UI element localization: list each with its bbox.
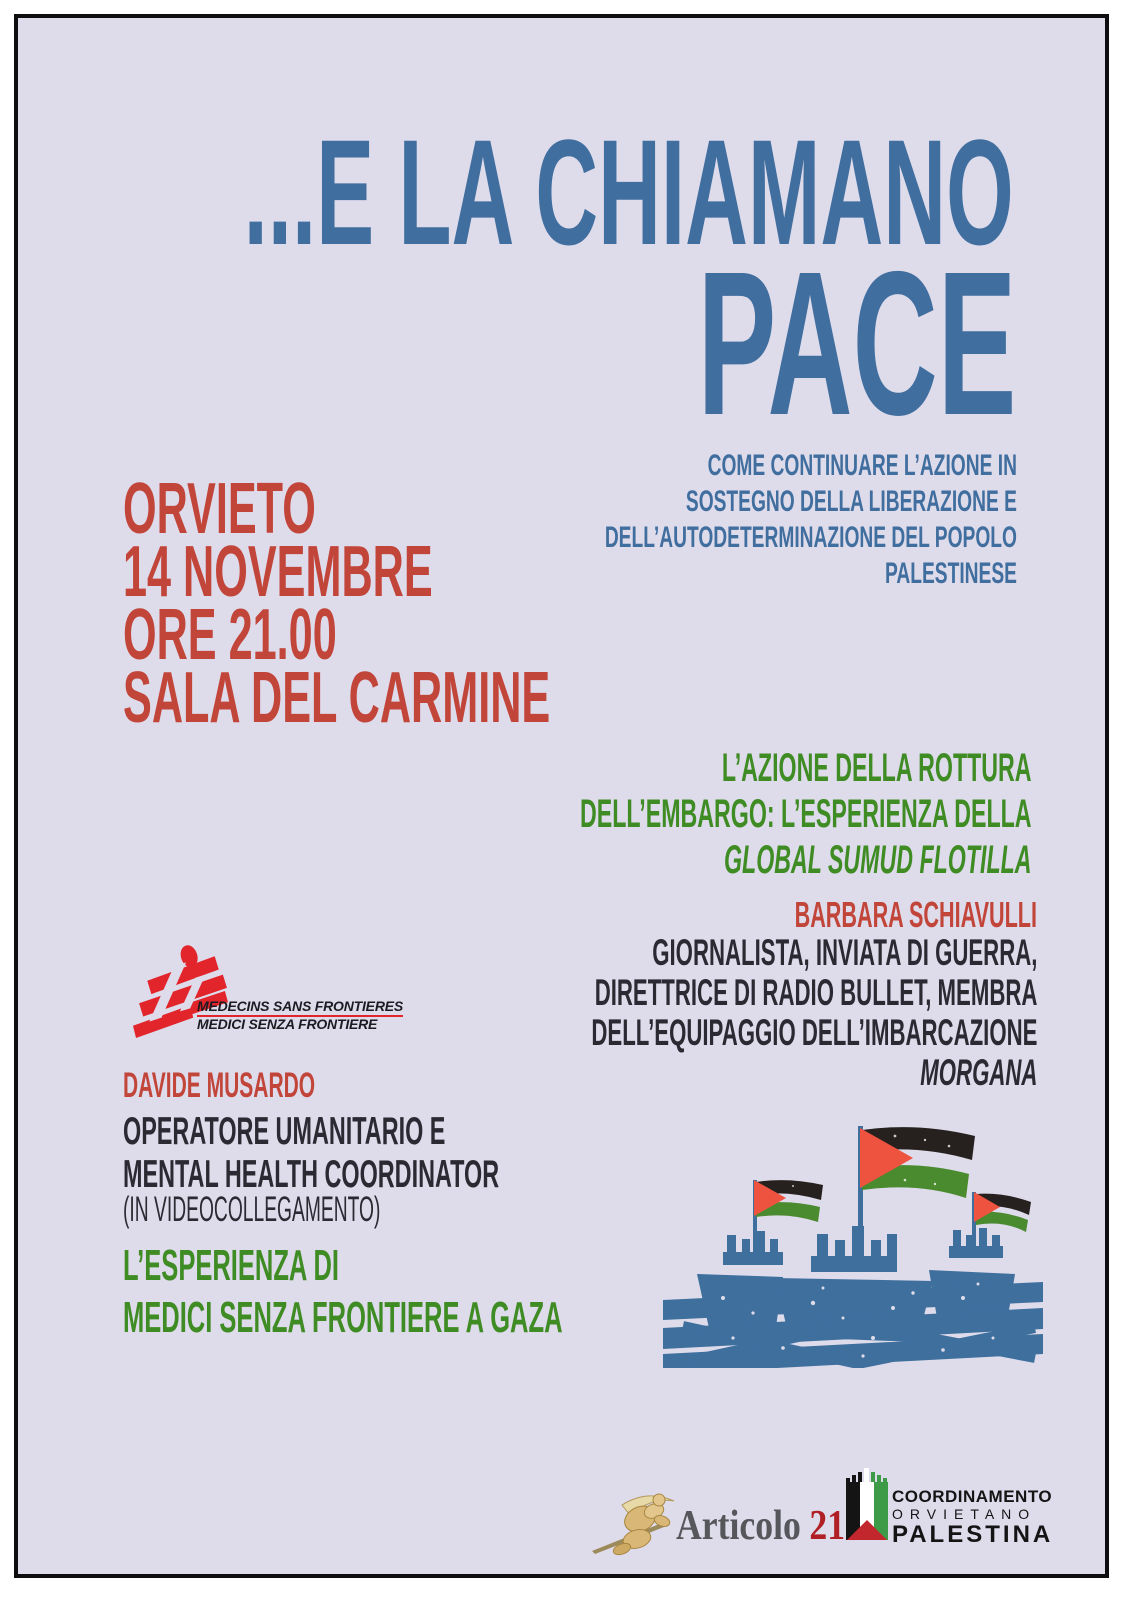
palestinian-flag-center: [860, 1127, 975, 1198]
speaker1-bio-line: DELL’EQUIPAGGIO DELL’IMBARCAZIONE: [590, 1012, 1037, 1053]
speaker1-boat-name: MORGANA: [919, 1052, 1037, 1093]
event-time: ORE 21.00: [123, 595, 337, 675]
subtitle-line: SOSTEGNO DELLA LIBERAZIONE E: [685, 485, 1017, 518]
coordinamento-line-1: COORDINAMENTO: [892, 1487, 1053, 1506]
palestinian-flag-left: [754, 1180, 823, 1222]
title-line-1: ...E LA CHIAMANO: [243, 108, 1014, 276]
session2-line: MEDICI SENZA FRONTIERE A GAZA: [123, 1293, 563, 1342]
session1-line: DELL’EMBARGO: L’ESPERIENZA DELLA: [580, 792, 1032, 836]
subtitle-line: DELL’AUTODETERMINAZIONE DEL POPOLO: [604, 521, 1017, 554]
speaker1-bio-line: DIRETTRICE DI RADIO BULLET, MEMBRA: [594, 972, 1037, 1013]
subtitle: [605, 448, 1017, 592]
speaker1-name: BARBARA SCHIAVULLI: [794, 894, 1037, 935]
msf-logo-text: [197, 999, 403, 1032]
articolo21-logo-text: [676, 1502, 845, 1550]
title-line-2: PACE: [697, 229, 1016, 458]
event-city: ORVIETO: [123, 469, 316, 549]
session2-line: L’ESPERIENZA DI: [123, 1241, 340, 1290]
session1-title: [580, 745, 1032, 883]
subtitle-line: PALESTINESE: [885, 557, 1017, 590]
event-date: 14 NOVEMBRE: [123, 532, 433, 612]
speaker2-name: DAVIDE MUSARDO: [123, 1066, 316, 1105]
subtitle-line: COME CONTINUARE L’AZIONE IN: [707, 449, 1017, 482]
speaker2-role-line: OPERATORE UMANITARIO E: [123, 1110, 446, 1153]
msf-line-2: MEDICI SENZA FRONTIERE: [197, 1016, 378, 1032]
palestinian-tower-icon: [846, 1468, 888, 1546]
flotilla-boats-illustration: [663, 1088, 1043, 1368]
session1-line: L’AZIONE DELLA ROTTURA: [722, 746, 1032, 790]
session2-title: [123, 1240, 563, 1344]
speaker2-role-line: MENTAL HEALTH COORDINATOR: [123, 1153, 500, 1196]
coordinamento-line-3: PALESTINA: [892, 1521, 1054, 1548]
msf-line-1: MEDECINS SANS FRONTIERES: [197, 999, 403, 1017]
articolo21-number: 21: [809, 1503, 846, 1549]
speaker2-role: [123, 1110, 499, 1196]
event-info: [123, 469, 551, 738]
palestinian-flag-right: [974, 1192, 1031, 1232]
coordinamento-line-2: ORVIETANO: [892, 1506, 1037, 1522]
speaker1-bio: [591, 933, 1037, 1093]
event-venue: SALA DEL CARMINE: [123, 658, 551, 738]
session1-flotilla-name: GLOBAL SUMUD FLOTILLA: [724, 838, 1032, 882]
articolo21-word: Articolo: [676, 1503, 801, 1549]
speaker1-bio-line: GIORNALISTA, INVIATA DI GUERRA,: [651, 932, 1037, 973]
speaker2-note: (IN VIDEOCOLLEGAMENTO): [123, 1190, 381, 1229]
